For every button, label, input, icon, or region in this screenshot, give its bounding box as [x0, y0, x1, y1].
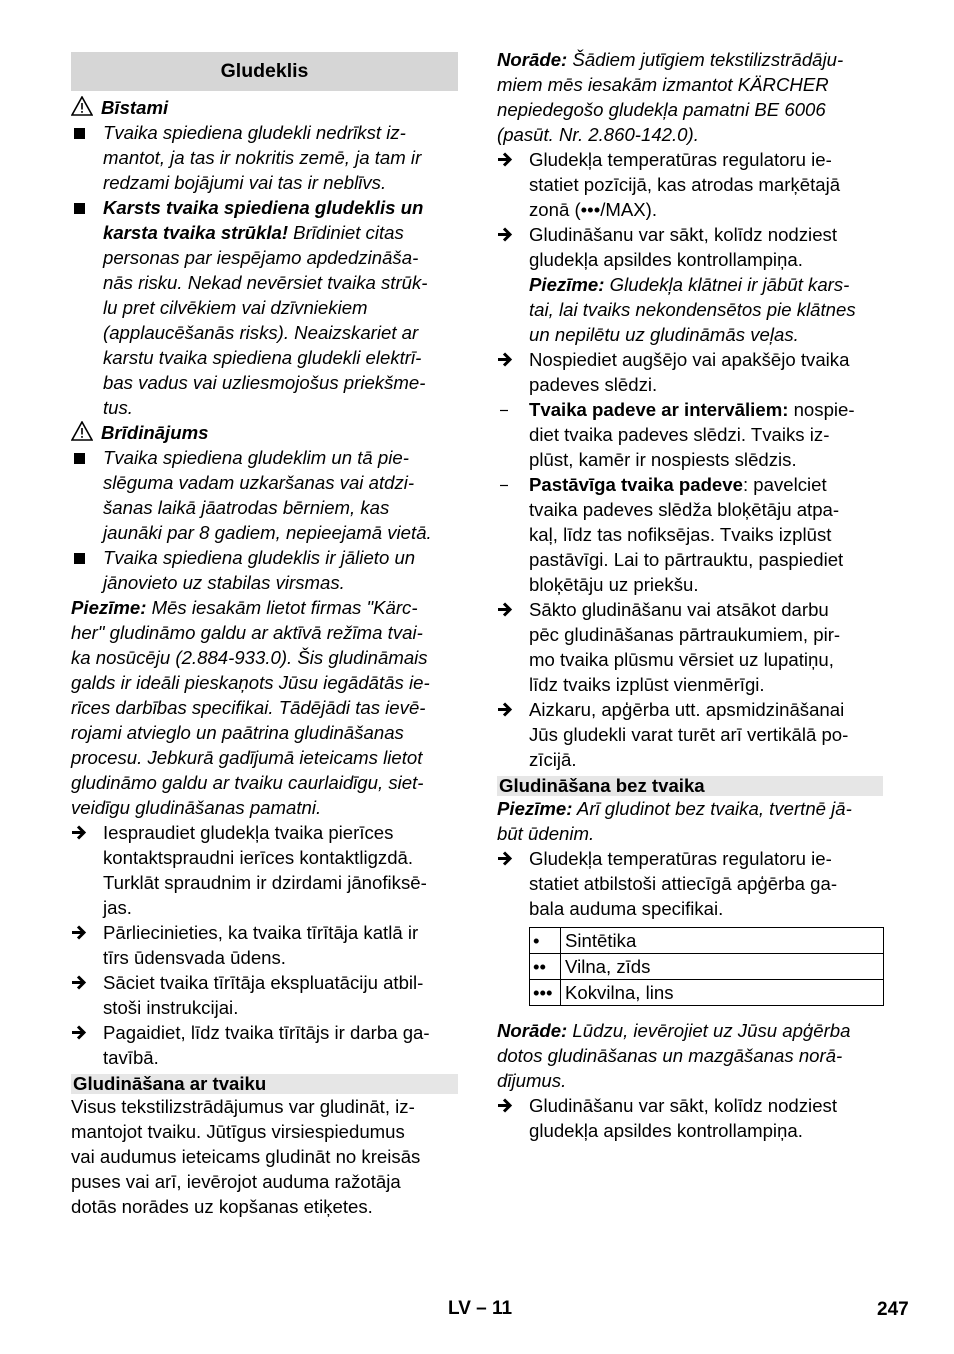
arrow-right-icon [71, 920, 99, 951]
warning-item-2: Tvaika spiediena gludeklis ir jālieto un jānovieto uz stabilas virsmas. [71, 545, 458, 595]
step-press-switch: Nospiediet augšējo vai apakšējo tvaika padeves slēdzi. [497, 347, 883, 397]
step-set-temperature: Gludekļa temperatūras regulatoru ie- statiet pozīcijā, kas atrodas marķētajā zonā (•••/MAX). [497, 147, 883, 222]
warning-triangle-icon [71, 96, 93, 122]
step-start-cleaner: Sāciet tvaika tīrītāja ekspluatāciju atbil- stoši instrukcijai. [71, 970, 458, 1020]
danger-item-2: Karsts tvaika spiediena gludeklis un karsta tvaika strūkla! Brīdiniet citas personas par iespējamo apdedzināša- nās risku. Nekad nevērsiet tvaika strūk- lu pret cilvēkiem vai dzīvniekiem (applaucēšanās risks). Neaizskariet ar karstu tvaika spiediena gludekli elektrī- bas vadus vai uzliesmojošus priekšme- tus. [71, 195, 458, 420]
warning-item-1: Tvaika spiediena gludeklim un tā pie- slēguma vadam uzkaršanas vai atdzi- šanas laikā jāatrodas bērniem, kas jaunāki par 8 gadiem, nepieejamā vietā. [71, 445, 458, 545]
warning-label: Brīdinājums [101, 422, 209, 443]
temperature-dots: • [530, 928, 561, 954]
black-square-icon [71, 445, 99, 470]
arrow-right-icon [497, 222, 525, 253]
arrow-right-icon [497, 147, 525, 178]
dash-icon [497, 397, 525, 428]
step-first-steam-cloth: Sākto gludināšanu vai atsākot darbu pēc gludināšanas pārtraukumiem, pir- mo tvaika plūsmu vērsiet uz lupatiņu, līdz tvaiks izplūst vienmērīgi. [497, 597, 883, 697]
arrow-right-icon [497, 697, 525, 728]
section-title: Gludeklis [71, 52, 458, 91]
left-column [71, 47, 458, 1219]
black-square-icon [71, 120, 99, 145]
subsection-title: Gludināšana bez tvaika [497, 776, 883, 796]
danger-heading [71, 95, 458, 120]
step-start-ironing-dry: Gludināšanu var sākt, kolīdz nodziest gludekļa apsildes kontrollampiņa. [497, 1093, 883, 1143]
temperature-dots: •• [530, 954, 561, 980]
table-row [530, 980, 884, 1006]
fabric-type: Kokvilna, lins [561, 980, 884, 1006]
fabric-type: Sintētika [561, 928, 884, 954]
arrow-right-icon [497, 347, 525, 378]
note-ironing-board: Piezīme: Mēs iesakām lietot firmas "Kärc- her" gludināmo galdu ar aktīvā režīma tvai- ka nosūcēju (2.884-933.0). Šis gludināmais galds ir ideāli pieskaņots Jūsu iegādātās ie- rīces darbības specifikai. Tādējādi tas ievē- rojami atvieglo un paātrina gludināšanas procesu. Jebkurā gadījumā ieteicams lietot gludināmo galdu ar tvaiku caurlaidīgu, siet- veidīgu gludināšanas pamatni. [71, 597, 430, 818]
table-row [530, 954, 884, 980]
note-water-tank: Piezīme: Arī gludinot bez tvaika, tvertnē jā- būt ūdenim. [497, 798, 852, 844]
step-check-water: Pārliecinieties, ka tvaika tīrītāja katlā ir tīrs ūdensvada ūdens. [71, 920, 458, 970]
note-care-labels: Norāde: Lūdzu, ievērojiet uz Jūsu apģērba dotos gludināšanas un mazgāšanas norā- dījumus. [497, 1020, 851, 1091]
warning-heading [71, 420, 458, 445]
dash-continuous-steam: Pastāvīga tvaika padeve: pavelciet tvaika padeves slēdža bloķētāju atpa- kaļ, līdz tas nofiksējas. Tvaiks izplūst pastāvīgi. Lai to pārtrauktu, paspiediet bloķētāju uz priekšu. [497, 472, 883, 597]
black-square-icon [71, 545, 99, 570]
temperature-dots: ••• [530, 980, 561, 1006]
warning-triangle-icon [71, 421, 93, 447]
note-sole-plate: Norāde: Šādiem jutīgiem tekstilizstrādāju- miem mēs iesakām izmantot KÄRCHER nepiedegošo gludekļa pamatni BE 6006 (pasūt. Nr. 2.860-142.0). [497, 49, 844, 145]
dash-interval-steam: Tvaika padeve ar intervāliem: nospie- diet tvaika padeves slēdzi. Tvaiks iz- plūst, kamēr ir nospiests slēdzis. [497, 397, 883, 472]
danger-label: Bīstami [101, 97, 169, 118]
right-column [497, 47, 883, 1143]
fabric-temperature-table [529, 927, 884, 1006]
subsection-title: Gludināšana ar tvaiku [71, 1074, 458, 1094]
dash-icon [497, 472, 525, 503]
footer-language-page: LV – 11 [448, 1298, 513, 1319]
step-wait-ready: Pagaidiet, līdz tvaika tīrītājs ir darba ga- tavībā. [71, 1020, 458, 1070]
arrow-right-icon [71, 1020, 99, 1051]
step-start-ironing: Gludināšanu var sākt, kolīdz nodziest gludekļa apsildes kontrollampiņa. Piezīme: Gludekļa klātnei ir jābūt kars- tai, lai tvaiks nekondensētos pie klātnes un nepilētu uz gludināmās veļas. [497, 222, 883, 347]
arrow-right-icon [71, 970, 99, 1001]
arrow-right-icon [71, 820, 99, 851]
black-square-icon [71, 195, 99, 220]
footer-page-number: 247 [877, 1299, 909, 1320]
step-connect-plug: Iespraudiet gludekļa tvaika pierīces kontaktspraudni ierīces kontaktligzdā. Turklāt spraudnim ir dzirdami jānofiksē- jas. [71, 820, 458, 920]
fabric-type: Vilna, zīds [561, 954, 884, 980]
arrow-right-icon [497, 597, 525, 628]
subsection-text: Visus tekstilizstrādājumus var gludināt, iz- mantojot tvaiku. Jūtīgus virsiespiedumus vai audumus ieteicams gludināt no kreisās puses vai arī, ievērojot auduma ražotāja dotās norādes uz kopšanas etiķetes. [71, 1096, 421, 1217]
table-row [530, 928, 884, 954]
arrow-right-icon [497, 846, 525, 877]
danger-item-1: Tvaika spiediena gludekli nedrīkst iz- mantot, ja tas ir nokritis zemē, ja tam ir redzami bojājumi vai tas ir neblīvs. [71, 120, 458, 195]
arrow-right-icon [497, 1093, 525, 1124]
step-vertical-steam: Aizkaru, apģērba utt. apsmidzināšanai Jūs gludekli varat turēt arī vertikālā po- zīcijā. [497, 697, 883, 772]
step-set-fabric-temperature: Gludekļa temperatūras regulatoru ie- statiet atbilstoši attiecīgā apģērba ga- bala auduma specifikai. [497, 846, 883, 921]
